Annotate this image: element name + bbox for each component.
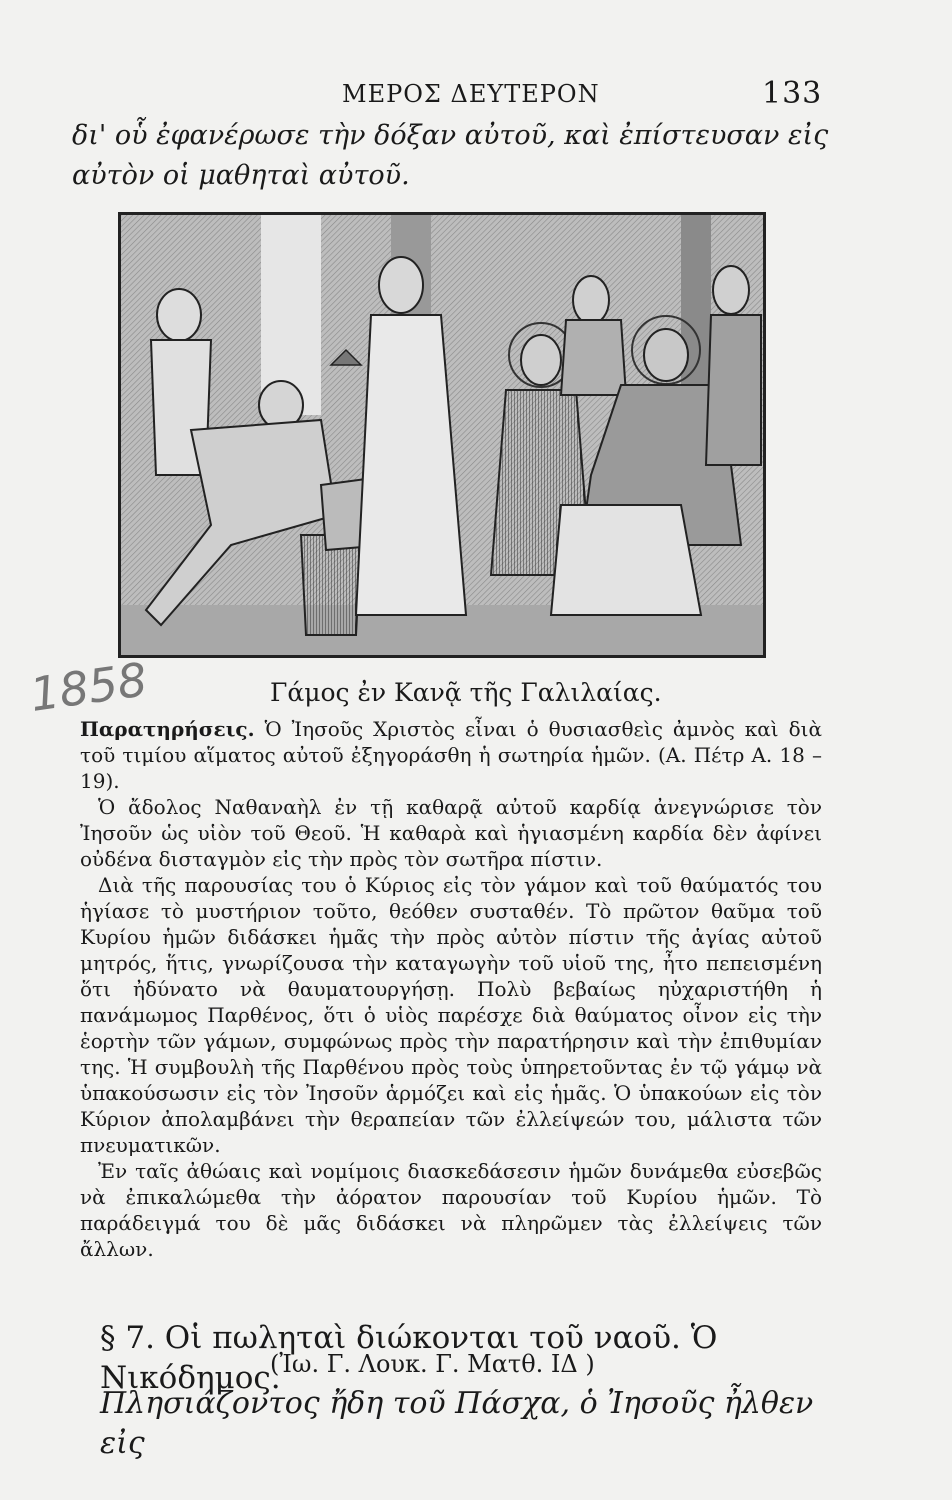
page-number: 133 (762, 76, 823, 111)
section-reference: (Ἰω. Γ. Λουκ. Γ. Ματθ. ΙΔ ) (270, 1350, 595, 1378)
observation-paragraph (80, 716, 822, 794)
engraving-illustration (118, 212, 766, 658)
running-title: ΜΕΡΟΣ ΔΕΥΤΕΡΟΝ (342, 80, 600, 108)
observation-paragraph: Ἐν ταῖς ἀθώαις καὶ νομίμοις διασκεδάσεσιν ἡμῶν δυνάμεθα εὐσεβῶς νὰ ἐπικαλώμεθα τὴν ἀόρατον παρουσίαν τοῦ Κυρίου ἡμῶν. Τὸ παράδειγμά του δὲ μᾶς διδάσκει νὰ πληρῶμεν τὰς ἐλλείψεις τῶν ἄλλων. (80, 1159, 822, 1261)
section-first-line: Πλησιάζοντος ἤδη τοῦ Πάσχα, ὁ Ἰησοῦς ἦλθεν εἰς (100, 1386, 814, 1461)
lead-text: δι' οὗ ἐφανέρωσε τὴν δόξαν αὐτοῦ, καὶ ἐπίστευσαν εἰς αὐτὸν οἱ μαθηταὶ αὐτοῦ. (72, 120, 829, 191)
handwritten-margin-note: 1858 (26, 652, 151, 722)
page-header (0, 76, 952, 116)
observations-label: Παρατηρήσεις. (80, 717, 255, 741)
observation-paragraph: Ὁ ἄδολος Ναθαναὴλ ἐν τῇ καθαρᾷ αὐτοῦ καρδίᾳ ἀνεγνώρισε τὸν Ἰησοῦν ὡς υἱὸν τοῦ Θεοῦ. Ἡ καθαρὰ καὶ ἡγιασμένη καρδία δὲν ἀφίνει οὐδένα δισταγμὸν εἰς τὴν πρὸς τὸν σωτῆρα πίστιν. (80, 795, 822, 871)
observations-text (80, 716, 822, 1262)
figure-caption: Γάμος ἐν Κανᾷ τῆς Γαλιλαίας. (270, 678, 662, 707)
wedding-scene-engraving (121, 215, 763, 655)
observation-text: Ὁ Ἰησοῦς Χριστὸς εἶναι ὁ θυσιασθεὶς ἀμνὸς καὶ διὰ τοῦ τιμίου αἵματος αὐτοῦ ἐξηγοράσθη ἡ σωτηρία ἡμῶν. (Α. Πέτρ Α. 18 – 19). (80, 717, 822, 793)
section-heading: § 7. Οἱ πωληταὶ διώκονται τοῦ ναοῦ. Ὁ Νικόδημος. (100, 1320, 718, 1396)
observation-paragraph: Διὰ τῆς παρουσίας του ὁ Κύριος εἰς τὸν γάμον καὶ τοῦ θαύματός του ἡγίασε τὸ μυστήριον τοῦτο, θεόθεν συσταθέν. Τὸ πρῶτον θαῦμα τοῦ Κυρίου ἡμῶν διδάσκει ἡμᾶς τὴν πρὸς αὐτὸν πίστιν τῆς ἁγίας αὐτοῦ μητρός, ἥτις, γνωρίζουσα τὴν καταγωγὴν τοῦ υἱοῦ της, ἦτο πεπεισμένη ὅτι ἠδύνατο νὰ θαυματουργήσῃ. Πολὺ βεβαίως ηὐχαριστήθη ἡ πανάμωμος Παρθένος, ὅτι ὁ υἱὸς παρέσχε διὰ θαύματος οἶνον εἰς τὴν ἑορτὴν τῶν γάμων, συμφώνως πρὸς τὴν παρατήρησιν καὶ τὴν ἐπιθυμίαν της. Ἡ συμβουλὴ τῆς Παρθένου πρὸς τοὺς ὑπηρετοῦντας ἐν τῷ γάμῳ νὰ ὑπακούσωσιν εἰς τὸν Ἰησοῦν ἁρμόζει καὶ εἰς ἡμᾶς. Ὁ ὑπακούων εἰς τὸν Κύριον ἀπολαμβάνει τὴν θεραπείαν τῶν ἐλλείψεών του, μάλιστα τῶν πνευματικῶν. (80, 873, 822, 1157)
